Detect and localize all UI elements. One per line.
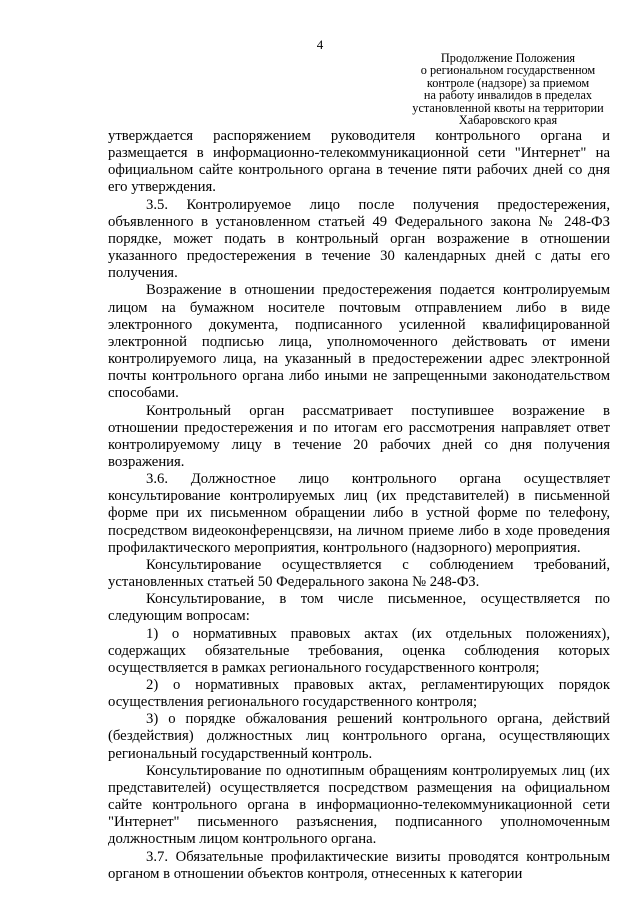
header-line: Хабаровского края — [458, 113, 558, 128]
document-header — [380, 52, 636, 126]
list-item: 1) о нормативных правовых актах (их отдельных положениях), содержащих обязательные требования, оценка соблюдения которых осуществляется в рамках регионального государственного контроля; — [108, 625, 610, 676]
list-item: 2) о нормативных правовых актах, регламентирующих порядок осуществления регионального государственного контроля; — [108, 677, 610, 711]
header-line: установленной квоты на территории — [412, 100, 604, 115]
page-number: 4 — [316, 37, 324, 52]
paragraph: 3.5. Контролируемое лицо после получения предостережения, объявленного в установленном статьей 49 Федерального закона № 248-ФЗ порядке, может подать в контрольный орган возражение в отношении указанного предостережения в течение 30 календарных дней с даты его получения. — [108, 196, 610, 282]
list-item: 3) о порядке обжалования решений контрольного органа, действий (бездействия) должностных лиц контрольного органа, осуществляющих региональный государственный контроль. — [108, 711, 610, 762]
paragraph: Возражение в отношении предостережения подается контролируемым лицом на бумажном носителе почтовым отправлением либо в виде электронного документа, подписанного усиленной квалифицированной электронной подписью лица, уполномоченного действовать от имени контролируемого лица, на указанный в предостережении адрес электронной почты контрольного органа либо иными не запрещенными законодательством способами. — [108, 282, 610, 402]
paragraph: Консультирование, в том числе письменное, осуществляется по следующим вопросам: — [108, 591, 610, 625]
paragraph: утверждается распоряжением руководителя контрольного органа и размещается в информационно-телекоммуникационной сети "Интернет" на официальном сайте контрольного органа в течение пяти рабочих дней со дня его утверждения. — [108, 128, 610, 196]
paragraph: Консультирование осуществляется с соблюдением требований, установленных статьей 50 Федерального закона № 248-ФЗ. — [108, 556, 610, 591]
header-line: на работу инвалидов в пределах — [423, 88, 593, 103]
paragraph: 3.6. Должностное лицо контрольного органа осуществляет консультирование контролируемых лиц (их представителей) в письменной форме при их письменном обращении либо в устной форме по телефону, посредством видеоконференцсвязи, на личном приеме либо в ходе проведения профилактического мероприятия, контрольного (надзорного) мероприятия. — [108, 471, 610, 556]
paragraph: Консультирование по однотипным обращениям контролируемых лиц (их представителей) осуществляется посредством размещения на официальном сайте контрольного органа в информационно-телекоммуникационной сети "Интернет" письменного разъяснения, подписанного уполномоченным должностным лицом контрольного органа. — [108, 762, 610, 848]
paragraph: 3.7. Обязательные профилактические визиты проводятся контрольным органом в отношении объектов контроля, отнесенных к категории — [108, 848, 610, 882]
header-line: о региональном государственном — [420, 63, 596, 78]
document-body — [108, 128, 610, 883]
header-line: контроле (надзоре) за приемом — [426, 75, 590, 90]
header-line: Продолжение Положения — [440, 51, 576, 65]
paragraph: Контрольный орган рассматривает поступившее возражение в отношении предостережения и по итогам его рассмотрения направляет ответ контролируемому лицу в течение 20 рабочих дней со дня получения возражения. — [108, 402, 610, 470]
